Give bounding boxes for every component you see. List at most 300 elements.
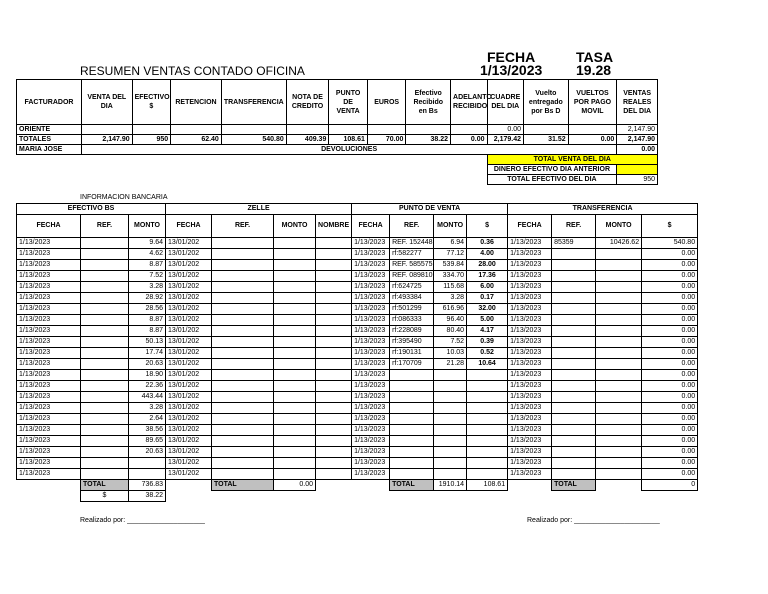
bank-cell: 1/13/2023	[508, 271, 552, 282]
bank-cell: 0.52	[467, 348, 508, 359]
bank-cell	[212, 249, 274, 260]
bank-cell: 32.00	[467, 304, 508, 315]
section-punto-venta: PUNTO DE VENTA	[352, 204, 508, 215]
bank-cell: 1/13/2023	[17, 370, 81, 381]
bank-cell: 13/01/202	[166, 315, 212, 326]
bank-cell: 89.65	[129, 436, 166, 447]
devoluciones-label: DEVOLUCIONES	[81, 145, 616, 155]
bank-cell	[316, 425, 352, 436]
bank-cell: 13/01/202	[166, 436, 212, 447]
bank-cell	[274, 447, 316, 458]
bank-cell	[274, 293, 316, 304]
bank-cell: 1/13/2023	[352, 326, 390, 337]
bank-cell	[552, 326, 596, 337]
bank-cell: 1/13/2023	[17, 348, 81, 359]
bank-cell	[212, 348, 274, 359]
bank-cell: 21.28	[434, 359, 467, 370]
bank-cell: 1/13/2023	[17, 458, 81, 469]
bank-cell: 2.64	[129, 414, 166, 425]
bank-cell	[81, 425, 129, 436]
bank-cell	[212, 469, 274, 480]
bank-cell: 1/13/2023	[17, 425, 81, 436]
bank-cell	[316, 249, 352, 260]
bank-cell: 0.00	[642, 304, 698, 315]
bank-cell: 17.74	[129, 348, 166, 359]
bank-cell: 13/01/202	[166, 469, 212, 480]
bank-cell: 1/13/2023	[17, 414, 81, 425]
total-zelle: 0.00	[274, 480, 316, 491]
bank-cell: 1/13/2023	[352, 359, 390, 370]
bank-cell	[596, 304, 642, 315]
bank-cell	[596, 414, 642, 425]
bank-cell: 1/13/2023	[352, 458, 390, 469]
summary-header-cell: CUADRE DEL DIA	[487, 80, 524, 125]
bank-cell	[596, 293, 642, 304]
bank-cell: 0.00	[642, 370, 698, 381]
bank-cell: 10426.62	[596, 238, 642, 249]
bank-row	[17, 414, 698, 425]
bank-cell	[212, 293, 274, 304]
bank-cell: 1/13/2023	[508, 326, 552, 337]
bank-cell: 13/01/202	[166, 326, 212, 337]
bank-cell: 1/13/2023	[352, 381, 390, 392]
bank-cell	[212, 304, 274, 315]
bank-cell: 1/13/2023	[17, 326, 81, 337]
summary-cell: 2,147.90	[617, 125, 658, 135]
summary-cell: 108.61	[329, 135, 368, 145]
bank-cell	[467, 414, 508, 425]
tasa-value: 19.28	[576, 62, 612, 78]
bank-cell: 0.00	[642, 436, 698, 447]
bank-cell	[434, 370, 467, 381]
bank-cell: 20.63	[129, 447, 166, 458]
bank-row	[17, 271, 698, 282]
bank-cell	[434, 403, 467, 414]
bank-cell	[596, 326, 642, 337]
bank-cell	[212, 436, 274, 447]
total-label-transferencia: TOTAL	[552, 480, 596, 491]
bank-cell	[316, 447, 352, 458]
bank-cell	[81, 381, 129, 392]
bank-cell	[467, 447, 508, 458]
summary-cell	[329, 125, 368, 135]
bank-cell	[274, 458, 316, 469]
devoluciones-value: 0.00	[617, 145, 658, 155]
bank-cell	[552, 293, 596, 304]
bank-cell: 0.00	[642, 447, 698, 458]
bank-cell	[274, 326, 316, 337]
bank-cell	[552, 359, 596, 370]
bank-cell	[81, 414, 129, 425]
summary-cell	[367, 125, 406, 135]
bank-row	[17, 392, 698, 403]
bank-cell: 1/13/2023	[508, 403, 552, 414]
bank-cell	[552, 392, 596, 403]
bank-cell	[274, 414, 316, 425]
bank-cell	[316, 293, 352, 304]
bank-cell	[467, 469, 508, 480]
bank-header-cell: MONTO	[434, 215, 467, 238]
bank-cell	[390, 403, 434, 414]
bank-cell	[552, 381, 596, 392]
bank-header-cell: FECHA	[508, 215, 552, 238]
summary-row	[17, 135, 658, 145]
bank-cell: 1/13/2023	[508, 293, 552, 304]
bank-cell: 1/13/2023	[352, 425, 390, 436]
bank-cell: 1/13/2023	[352, 469, 390, 480]
summary-cell	[286, 125, 329, 135]
summary-cell: 2,147.90	[81, 135, 132, 145]
bank-cell	[212, 392, 274, 403]
bank-cell: 1/13/2023	[352, 271, 390, 282]
fecha-value: 1/13/2023	[480, 62, 543, 78]
bank-row	[17, 304, 698, 315]
bank-cell: 5.00	[467, 315, 508, 326]
bank-cell	[596, 381, 642, 392]
bank-cell	[212, 282, 274, 293]
bank-header-cell: MONTO	[596, 215, 642, 238]
bank-cell	[316, 348, 352, 359]
bank-row	[17, 425, 698, 436]
bank-cell	[596, 359, 642, 370]
bank-cell: 1/13/2023	[352, 304, 390, 315]
section-zelle: ZELLE	[166, 204, 352, 215]
bank-cell: 13/01/202	[166, 425, 212, 436]
summary-cell: TOTALES	[17, 135, 82, 145]
bank-cell	[274, 469, 316, 480]
bank-cell: 0.00	[642, 315, 698, 326]
bank-cell	[316, 260, 352, 271]
total-transferencia: 0	[642, 480, 698, 491]
bank-row	[17, 315, 698, 326]
bank-cell	[467, 392, 508, 403]
bank-cell: 3.28	[129, 282, 166, 293]
total-efectivo-bs: 736.83	[129, 480, 166, 491]
bank-cell: 0.00	[642, 260, 698, 271]
bank-cell: REF. 585575	[390, 260, 434, 271]
bank-cell	[467, 381, 508, 392]
bank-header-cell: FECHA	[166, 215, 212, 238]
bank-cell: 6.00	[467, 282, 508, 293]
bank-cell: 1/13/2023	[352, 414, 390, 425]
bank-row	[17, 282, 698, 293]
bank-cell: 1/13/2023	[352, 238, 390, 249]
summary-header-cell: VENTA DEL DIA	[81, 80, 132, 125]
bank-cell: 1/13/2023	[17, 359, 81, 370]
bank-cell	[552, 337, 596, 348]
bank-totals-row	[17, 480, 698, 491]
bank-cell: 0.00	[642, 425, 698, 436]
bank-cell	[212, 425, 274, 436]
summary-header-cell: EUROS	[367, 80, 406, 125]
bank-cell: 3.28	[434, 293, 467, 304]
bank-cell	[552, 447, 596, 458]
bank-row	[17, 381, 698, 392]
info-bancaria-label: INFORMACION BANCARIA	[80, 194, 168, 201]
summary-cell: 62.40	[171, 135, 222, 145]
bank-cell: 1/13/2023	[352, 370, 390, 381]
bank-cell	[81, 315, 129, 326]
bank-cell: 8.87	[129, 315, 166, 326]
bank-cell: 13/01/202	[166, 293, 212, 304]
summary-row	[17, 125, 658, 135]
summary-cell: 0.00	[451, 135, 488, 145]
summary-cell	[524, 125, 569, 135]
bank-header-cell: FECHA	[352, 215, 390, 238]
bank-cell	[390, 458, 434, 469]
bank-cell: 1/13/2023	[352, 392, 390, 403]
bank-cell	[467, 425, 508, 436]
bank-cell: 539.84	[434, 260, 467, 271]
tasa-label: TASA	[576, 49, 614, 65]
bank-cell	[390, 414, 434, 425]
bank-cell: 13/01/202	[166, 392, 212, 403]
bank-cell: 1/13/2023	[508, 315, 552, 326]
bank-cell	[467, 370, 508, 381]
bank-cell	[390, 447, 434, 458]
summary-cell: 2,179.42	[487, 135, 524, 145]
bank-cell	[316, 326, 352, 337]
bank-cell: 13/01/202	[166, 282, 212, 293]
bank-cell: 22.36	[129, 381, 166, 392]
bank-cell	[129, 458, 166, 469]
summary-cell: 540.80	[221, 135, 286, 145]
total-label-punto: TOTAL	[390, 480, 434, 491]
bank-cell: 1/13/2023	[17, 447, 81, 458]
bank-cell	[274, 249, 316, 260]
bank-cell: 1/13/2023	[352, 315, 390, 326]
bank-cell: 1/13/2023	[508, 337, 552, 348]
bank-cell: 0.00	[642, 271, 698, 282]
bank-cell	[316, 359, 352, 370]
bank-cell	[390, 425, 434, 436]
bank-cell	[552, 425, 596, 436]
bank-cell: 334.70	[434, 271, 467, 282]
bank-cell: 1/13/2023	[17, 304, 81, 315]
bank-cell: 0.39	[467, 337, 508, 348]
bank-cell: 1/13/2023	[508, 304, 552, 315]
summary-table	[16, 79, 658, 185]
summary-header-cell: VENTAS REALES DEL DIA	[617, 80, 658, 125]
bank-cell	[390, 370, 434, 381]
bank-cell	[274, 392, 316, 403]
bank-cell	[81, 260, 129, 271]
bank-cell: 13/01/202	[166, 238, 212, 249]
bank-cell: rf:582277	[390, 249, 434, 260]
bank-cell: 1/13/2023	[352, 282, 390, 293]
bank-cell: 13/01/202	[166, 304, 212, 315]
bank-cell	[274, 403, 316, 414]
summary-cell	[406, 125, 451, 135]
section-efectivo-bs: EFECTIVO BS	[17, 204, 166, 215]
bank-header-cell: $	[467, 215, 508, 238]
bank-cell	[316, 304, 352, 315]
bank-header-cell: $	[642, 215, 698, 238]
bank-cell: 0.17	[467, 293, 508, 304]
bank-cell	[81, 293, 129, 304]
bank-cell	[596, 249, 642, 260]
bank-cell: 0.00	[642, 282, 698, 293]
summary-cell	[221, 125, 286, 135]
bank-cell	[390, 392, 434, 403]
bank-cell: 1/13/2023	[508, 238, 552, 249]
bank-cell: 1/13/2023	[17, 315, 81, 326]
bank-cell: 77.12	[434, 249, 467, 260]
bank-header-cell: REF.	[81, 215, 129, 238]
bank-cell: 13/01/202	[166, 249, 212, 260]
bank-cell: 1/13/2023	[508, 436, 552, 447]
bank-cell: 20.63	[129, 359, 166, 370]
bank-cell	[434, 425, 467, 436]
bank-cell: 0.00	[642, 458, 698, 469]
bank-cell: 1/13/2023	[508, 447, 552, 458]
bank-cell	[81, 348, 129, 359]
bank-cell	[81, 271, 129, 282]
bank-cell	[552, 458, 596, 469]
bank-cell	[81, 403, 129, 414]
bank-cell	[552, 304, 596, 315]
bank-cell: REF. 152448	[390, 238, 434, 249]
bank-cell	[596, 348, 642, 359]
bank-cell: 13/01/202	[166, 403, 212, 414]
bank-cell: 1/13/2023	[508, 414, 552, 425]
bank-cell: rf:395490	[390, 337, 434, 348]
bank-cell	[467, 403, 508, 414]
bank-cell: 13/01/202	[166, 381, 212, 392]
bank-cell	[390, 469, 434, 480]
bank-cell	[129, 469, 166, 480]
bank-cell: 1/13/2023	[17, 337, 81, 348]
summary-cell: 70.00	[367, 135, 406, 145]
bank-cell: 4.00	[467, 249, 508, 260]
bank-cell: 18.90	[129, 370, 166, 381]
bank-cell: 13/01/202	[166, 370, 212, 381]
bank-cell: 9.64	[129, 238, 166, 249]
bank-cell: 115.68	[434, 282, 467, 293]
bank-cell: 13/01/202	[166, 359, 212, 370]
summary-cell: 0.00	[487, 125, 524, 135]
bank-cell: 1/13/2023	[508, 260, 552, 271]
summary-cell: ORIENTE	[17, 125, 82, 135]
summary-cell: 2,147.90	[617, 135, 658, 145]
bank-cell	[81, 282, 129, 293]
summary-cell: 38.22	[406, 135, 451, 145]
bank-row	[17, 370, 698, 381]
bank-cell: 13/01/202	[166, 348, 212, 359]
dollar-label: $	[81, 491, 129, 502]
summary-header-cell: NOTA DE CREDITO	[286, 80, 329, 125]
bank-cell	[316, 458, 352, 469]
bank-cell: 7.52	[129, 271, 166, 282]
bank-cell: 1/13/2023	[352, 447, 390, 458]
bank-cell	[274, 304, 316, 315]
bank-cell	[274, 337, 316, 348]
bank-cell	[274, 425, 316, 436]
bank-cell	[212, 381, 274, 392]
bank-cell: 1/13/2023	[17, 403, 81, 414]
bank-cell: 1/13/2023	[508, 392, 552, 403]
bank-header-cell: REF.	[390, 215, 434, 238]
bank-cell	[81, 304, 129, 315]
bank-cell: 0.00	[642, 414, 698, 425]
bank-cell: 1/13/2023	[508, 348, 552, 359]
bank-header-cell: REF.	[552, 215, 596, 238]
bank-cell	[552, 403, 596, 414]
bank-cell: 13/01/202	[166, 337, 212, 348]
bank-cell: rf:086333	[390, 315, 434, 326]
bank-cell: 1/13/2023	[17, 293, 81, 304]
bank-cell: 13/01/202	[166, 447, 212, 458]
bank-cell	[434, 414, 467, 425]
bank-cell	[81, 436, 129, 447]
bank-cell: rf:190131	[390, 348, 434, 359]
bank-cell: 0.00	[642, 293, 698, 304]
bank-row	[17, 293, 698, 304]
bank-cell	[212, 271, 274, 282]
bank-row	[17, 260, 698, 271]
total-punto-bs: 1910.14	[434, 480, 467, 491]
bank-cell	[552, 315, 596, 326]
bank-cell	[316, 381, 352, 392]
bank-cell: REF. 089810	[390, 271, 434, 282]
bank-row	[17, 403, 698, 414]
bank-cell	[81, 326, 129, 337]
bank-cell: 96.40	[434, 315, 467, 326]
bank-cell	[434, 447, 467, 458]
bank-cell: 13/01/202	[166, 458, 212, 469]
bank-cell: 1/13/2023	[508, 249, 552, 260]
bank-cell: 0.00	[642, 359, 698, 370]
bank-cell	[212, 403, 274, 414]
bank-cell	[81, 238, 129, 249]
bank-cell: 50.13	[129, 337, 166, 348]
bank-cell: 28.56	[129, 304, 166, 315]
bank-cell: 0.36	[467, 238, 508, 249]
total-punto-usd: 108.61	[467, 480, 508, 491]
dinero-anterior-value	[617, 165, 658, 175]
bank-cell	[316, 271, 352, 282]
bank-row	[17, 469, 698, 480]
bank-cell: 0.00	[642, 469, 698, 480]
bank-cell: 1/13/2023	[508, 381, 552, 392]
bank-cell	[596, 271, 642, 282]
bank-cell: 1/13/2023	[508, 469, 552, 480]
bank-cell	[274, 348, 316, 359]
bank-cell	[434, 458, 467, 469]
bank-row	[17, 326, 698, 337]
bank-header-cell: MONTO	[274, 215, 316, 238]
bank-cell	[596, 458, 642, 469]
bank-cell: 0.00	[642, 392, 698, 403]
bank-cell: 28.00	[467, 260, 508, 271]
bank-cell: 1/13/2023	[508, 425, 552, 436]
bank-cell	[596, 436, 642, 447]
bank-cell: 17.36	[467, 271, 508, 282]
bank-cell: 1/13/2023	[17, 249, 81, 260]
summary-cell: 0.00	[568, 135, 617, 145]
bank-cell: 80.40	[434, 326, 467, 337]
bank-header-cell: NOMBRE	[316, 215, 352, 238]
maria-name: MARIA JOSE	[17, 145, 82, 155]
bank-cell	[552, 348, 596, 359]
bank-cell	[552, 249, 596, 260]
bank-cell	[212, 447, 274, 458]
summary-header-cell: RETENCION	[171, 80, 222, 125]
bank-cell: 1/13/2023	[17, 271, 81, 282]
summary-header-cell: TRANSFERENCIA	[221, 80, 286, 125]
bank-cell: 13/01/202	[166, 414, 212, 425]
bank-cell: 540.80	[642, 238, 698, 249]
